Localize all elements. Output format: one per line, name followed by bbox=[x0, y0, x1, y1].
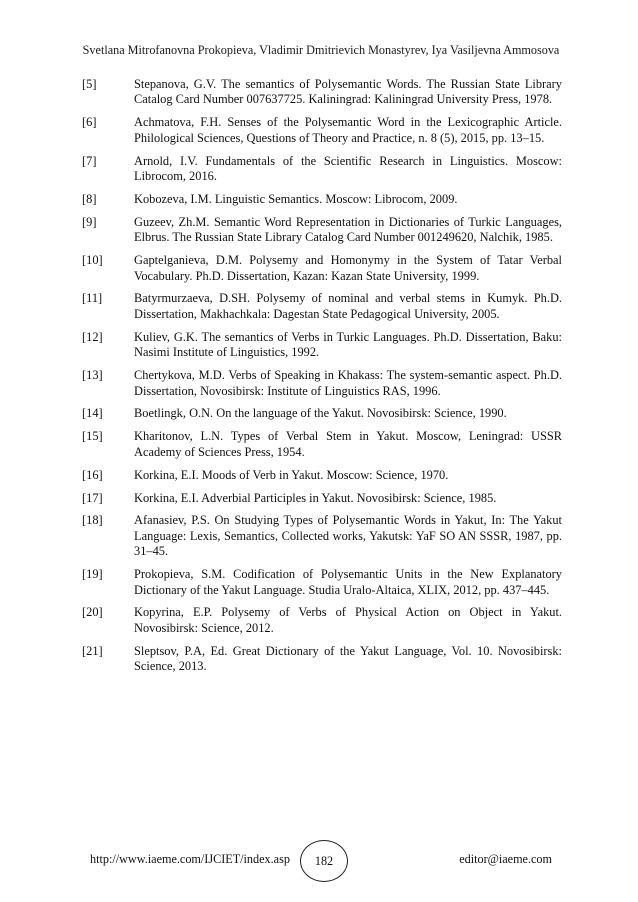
reference-number: [16] bbox=[82, 467, 103, 482]
reference-text: Kuliev, G.K. The semantics of Verbs in Turkic Languages. Ph.D. Dissertation, Baku: Nasimi Institute of Linguistics, 1992. bbox=[134, 329, 562, 360]
reference-item bbox=[82, 291, 562, 322]
reference-text: Achmatova, F.H. Senses of the Polysemantic Word in the Lexicographic Article. Philological Sciences, Questions of Theory and Practice, n. 8 (5), 2015, pp. 13–15. bbox=[134, 115, 562, 145]
reference-item bbox=[82, 468, 562, 483]
reference-item bbox=[82, 406, 562, 421]
page-number: 182 bbox=[300, 840, 348, 882]
reference-item bbox=[82, 330, 562, 361]
reference-text: Gaptelganieva, D.M. Polysemy and Homonymy in the System of Tatar Verbal Vocabulary. Ph.D. Dissertation, Kazan: Kazan State University, 1999. bbox=[134, 253, 562, 283]
reference-text: Boetlingk, O.N. On the language of the Yakut. Novosibirsk: Science, 1990. bbox=[134, 406, 507, 421]
reference-number: [20] bbox=[82, 605, 103, 620]
reference-number: [6] bbox=[82, 115, 97, 130]
reference-item bbox=[82, 192, 562, 207]
reference-number: [14] bbox=[82, 406, 103, 421]
reference-item bbox=[82, 77, 562, 108]
reference-text: Chertykova, M.D. Verbs of Speaking in Khakass: The system-semantic aspect. Ph.D. Dissertation, Novosibirsk: Institute of Linguistics RAS, 1996. bbox=[134, 368, 562, 398]
reference-number: [5] bbox=[82, 77, 97, 91]
reference-number: [21] bbox=[82, 643, 103, 658]
reference-text: Sleptsov, P.A, Ed. Great Dictionary of the Yakut Language, Vol. 10. Novosibirsk: Science, 2013. bbox=[134, 643, 562, 674]
reference-item bbox=[82, 644, 562, 675]
reference-text: Arnold, I.V. Fundamentals of the Scientific Research in Linguistics. Moscow: Librocom, 2016. bbox=[134, 153, 562, 184]
reference-item bbox=[82, 605, 562, 636]
reference-number: [7] bbox=[82, 153, 97, 168]
editor-email-link[interactable]: editor@iaeme.com bbox=[459, 852, 552, 866]
running-header: Svetlana Mitrofanovna Prokopieva, Vladimir Dmitrievich Monastyrev, Iya Vasiljevna Ammosova bbox=[82, 43, 560, 57]
reference-list bbox=[82, 77, 562, 682]
reference-text: Batyrmurzaeva, D.SH. Polysemy of nominal and verbal stems in Kumyk. Ph.D. Dissertation, Makhachkala: Dagestan State Pedagogical University, 2005. bbox=[134, 291, 562, 321]
reference-item bbox=[82, 491, 562, 506]
reference-text: Stepanova, G.V. The semantics of Polysemantic Words. The Russian State Library Catalog Card Number 007637725. Kaliningrad: Kaliningrad University Press, 1978. bbox=[134, 77, 562, 107]
reference-text: Kopyrina, E.P. Polysemy of Verbs of Physical Action on Object in Yakut. Novosibirsk: Science, 2012. bbox=[134, 605, 562, 635]
reference-text: Afanasiev, P.S. On Studying Types of Polysemantic Words in Yakut, In: The Yakut Language: Lexis, Semantics, Collected works, Yakutsk: YaF SO AN SSSR, 1987, pp. 31–45. bbox=[134, 513, 562, 559]
reference-text: Kobozeva, I.M. Linguistic Semantics. Moscow: Librocom, 2009. bbox=[134, 191, 458, 206]
reference-text: Korkina, E.I. Moods of Verb in Yakut. Moscow: Science, 1970. bbox=[134, 467, 449, 482]
reference-item bbox=[82, 368, 562, 399]
reference-number: [13] bbox=[82, 368, 103, 383]
reference-text: Guzeev, Zh.M. Semantic Word Representation in Dictionaries of Turkic Languages, Elbrus. The Russian State Library Catalog Card Number 001249620, Nalchik, 1985. bbox=[134, 214, 562, 245]
reference-text: Kharitonov, L.N. Types of Verbal Stem in Yakut. Moscow, Leningrad: USSR Academy of Sciences Press, 1954. bbox=[134, 429, 562, 459]
page-footer bbox=[90, 840, 552, 876]
reference-number: [9] bbox=[82, 214, 97, 229]
reference-item bbox=[82, 513, 562, 559]
reference-number: [10] bbox=[82, 253, 103, 268]
reference-number: [11] bbox=[82, 291, 103, 306]
reference-text: Prokopieva, S.M. Codification of Polysemantic Units in the New Explanatory Dictionary of the Yakut Language. Studia Uralo-Altaica, XLIX, 2012, pp. 437–445. bbox=[134, 567, 562, 597]
reference-item bbox=[82, 154, 562, 185]
reference-number: [19] bbox=[82, 567, 103, 582]
reference-item bbox=[82, 115, 562, 146]
reference-number: [17] bbox=[82, 490, 103, 505]
reference-item bbox=[82, 567, 562, 598]
reference-item bbox=[82, 215, 562, 246]
journal-url-link[interactable]: http://www.iaeme.com/IJCIET/index.asp bbox=[90, 852, 290, 866]
reference-text: Korkina, E.I. Adverbial Participles in Yakut. Novosibirsk: Science, 1985. bbox=[134, 490, 497, 505]
reference-number: [18] bbox=[82, 513, 103, 528]
reference-number: [8] bbox=[82, 191, 97, 206]
reference-item bbox=[82, 253, 562, 284]
reference-number: [12] bbox=[82, 329, 103, 344]
reference-number: [15] bbox=[82, 429, 103, 444]
reference-item bbox=[82, 429, 562, 460]
